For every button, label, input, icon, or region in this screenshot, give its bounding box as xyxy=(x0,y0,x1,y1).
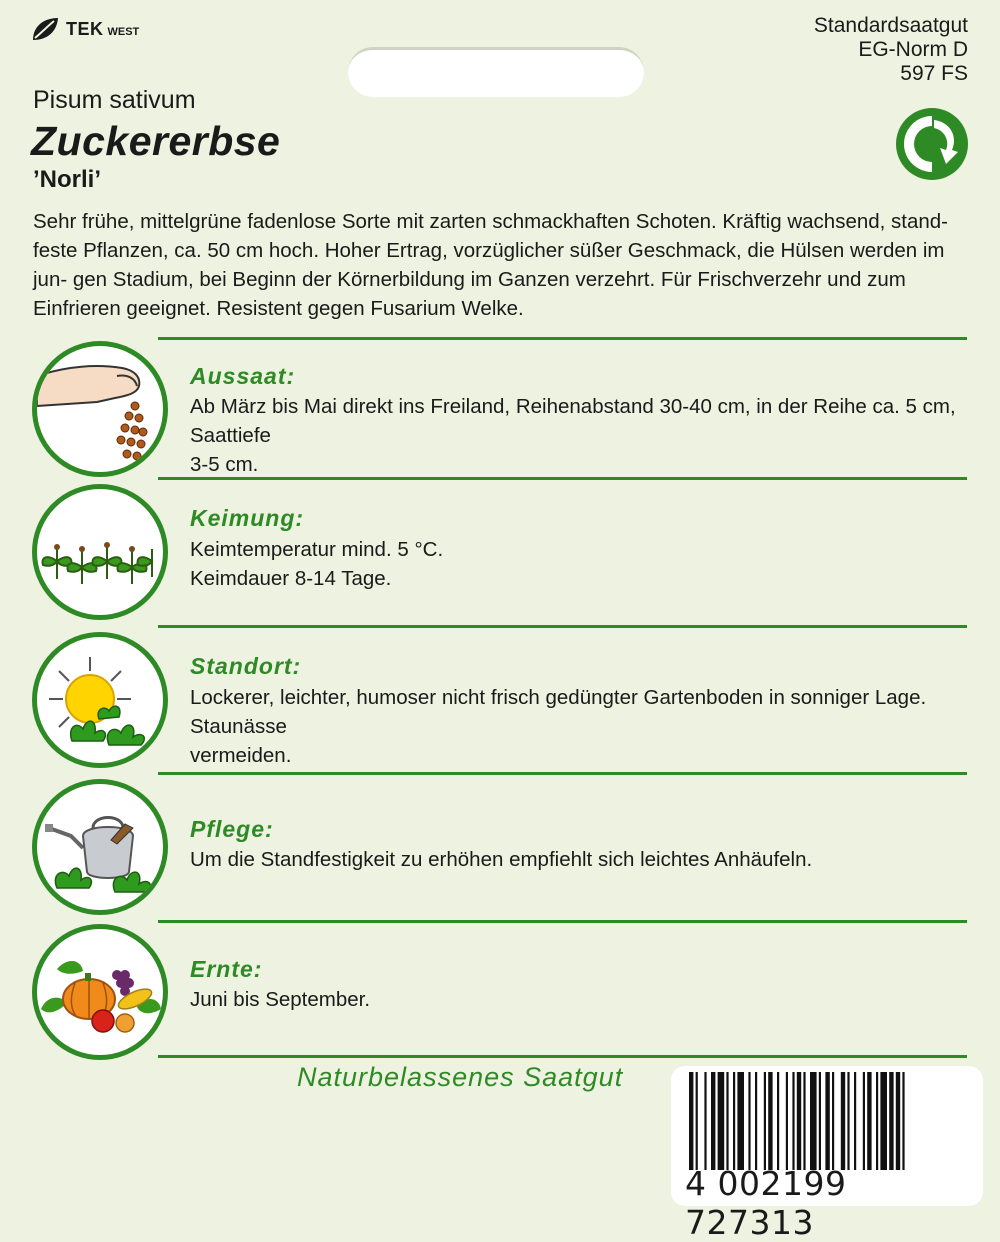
section-line: Lockerer, leichter, humoser nicht frisch gedüngter Gartenboden in sonniger Lage. Staunässe xyxy=(190,686,927,738)
section-heading: Aussaat: xyxy=(190,363,296,389)
barcode-bar xyxy=(854,1072,856,1170)
barcode-bars xyxy=(689,1072,967,1170)
barcode-bar xyxy=(847,1072,849,1170)
barcode-bar xyxy=(803,1072,805,1170)
barcode-bar xyxy=(902,1072,904,1170)
barcode-bar xyxy=(863,1072,865,1170)
divider xyxy=(158,337,967,340)
barcode-bar xyxy=(718,1072,725,1170)
barcode-bar xyxy=(876,1072,878,1170)
variety-name: ’Norli’ xyxy=(33,166,102,193)
section-heading: Ernte: xyxy=(190,956,263,982)
norm-line: 597 FS xyxy=(900,62,968,85)
barcode-bar xyxy=(768,1072,772,1170)
barcode xyxy=(671,1066,983,1242)
barcode-bar xyxy=(810,1072,817,1170)
barcode-bar xyxy=(841,1072,845,1170)
section-line: 3-5 cm. xyxy=(190,453,259,476)
section-ernte xyxy=(32,920,977,1065)
product-description: Sehr frühe, mittelgrüne fadenlose Sorte mit zarten schmackhaften Schoten. Kräftig wachsend, stand- feste Pflanzen, ca. 50 cm hoch. Hoher Ertrag, vorzüglicher süßer Geschmack, die Hülsen werden im jun- gen Stadium, bei Beginn der Körnerbildung im Ganzen verzehrt. Für Frischverzehr und zum Einfrieren geeignet. Resistent gegen Fusarium Welke. xyxy=(33,210,949,320)
green-dot-recycle-icon xyxy=(894,106,970,182)
section-text xyxy=(190,392,980,479)
barcode-bar xyxy=(755,1072,757,1170)
section-line: Keimtemperatur mind. 5 °C. xyxy=(190,538,444,561)
hang-slot xyxy=(348,47,644,97)
barcode-bar xyxy=(689,1072,693,1170)
tagline: Naturbelassenes Saatgut xyxy=(297,1062,624,1092)
barcode-bar xyxy=(696,1072,698,1170)
barcode-bar xyxy=(737,1072,744,1170)
barcode-bar xyxy=(711,1072,715,1170)
seedlings-icon xyxy=(32,484,168,620)
section-line: Juni bis September. xyxy=(190,988,371,1011)
divider xyxy=(158,920,967,923)
norm-line: EG-Norm D xyxy=(858,38,968,61)
brand-subname: WEST xyxy=(107,26,140,38)
brand-logo xyxy=(30,14,139,44)
divider xyxy=(158,1055,967,1058)
barcode-bar xyxy=(880,1072,887,1170)
sowing-hand-icon xyxy=(32,341,168,477)
barcode-bar xyxy=(792,1072,794,1170)
barcode-number: 4 002199 727313 xyxy=(685,1164,847,1242)
barcode-bar xyxy=(825,1072,829,1170)
section-keimung xyxy=(32,477,977,627)
section-line: Um die Standfestigkeit zu erhöhen empfiehlt sich leichtes Anhäufeln. xyxy=(190,848,813,871)
product-title: Zuckererbse xyxy=(31,118,281,164)
barcode-bar xyxy=(748,1072,750,1170)
brand-name: TEK xyxy=(66,18,104,39)
section-line: vermeiden. xyxy=(190,744,292,767)
norm-line: Standardsaatgut xyxy=(813,14,968,37)
section-aussaat xyxy=(32,337,977,477)
watering-can-icon xyxy=(32,779,168,915)
section-heading: Keimung: xyxy=(190,505,305,531)
barcode-bar xyxy=(832,1072,834,1170)
barcode-bar xyxy=(889,1072,893,1170)
barcode-bar xyxy=(896,1072,900,1170)
divider xyxy=(158,772,967,775)
barcode-bar xyxy=(797,1072,801,1170)
leaf-logo-icon xyxy=(30,16,60,42)
barcode-bar xyxy=(733,1072,735,1170)
harvest-vegetables-icon xyxy=(32,924,168,1060)
section-line: Ab März bis Mai direkt ins Freiland, Reihenabstand 30-40 cm, in der Reihe ca. 5 cm, Saattiefe xyxy=(190,395,956,447)
section-standort xyxy=(32,625,977,775)
section-heading: Pflege: xyxy=(190,816,274,842)
section-heading: Standort: xyxy=(190,653,302,679)
barcode-bar xyxy=(777,1072,779,1170)
section-text xyxy=(190,683,980,770)
divider xyxy=(158,625,967,628)
barcode-bar xyxy=(704,1072,706,1170)
section-pflege xyxy=(32,772,977,922)
barcode-bar xyxy=(726,1072,728,1170)
section-text xyxy=(190,985,980,1014)
barcode-bar xyxy=(867,1072,871,1170)
section-line: Keimdauer 8-14 Tage. xyxy=(190,567,392,590)
latin-name: Pisum sativum xyxy=(33,86,196,114)
barcode-bar xyxy=(819,1072,821,1170)
section-text xyxy=(190,845,980,874)
section-text xyxy=(190,535,980,593)
barcode-bar xyxy=(786,1072,788,1170)
barcode-bar xyxy=(764,1072,766,1170)
sun-plants-icon xyxy=(32,632,168,768)
divider xyxy=(158,477,967,480)
seed-standard-info xyxy=(814,14,968,86)
